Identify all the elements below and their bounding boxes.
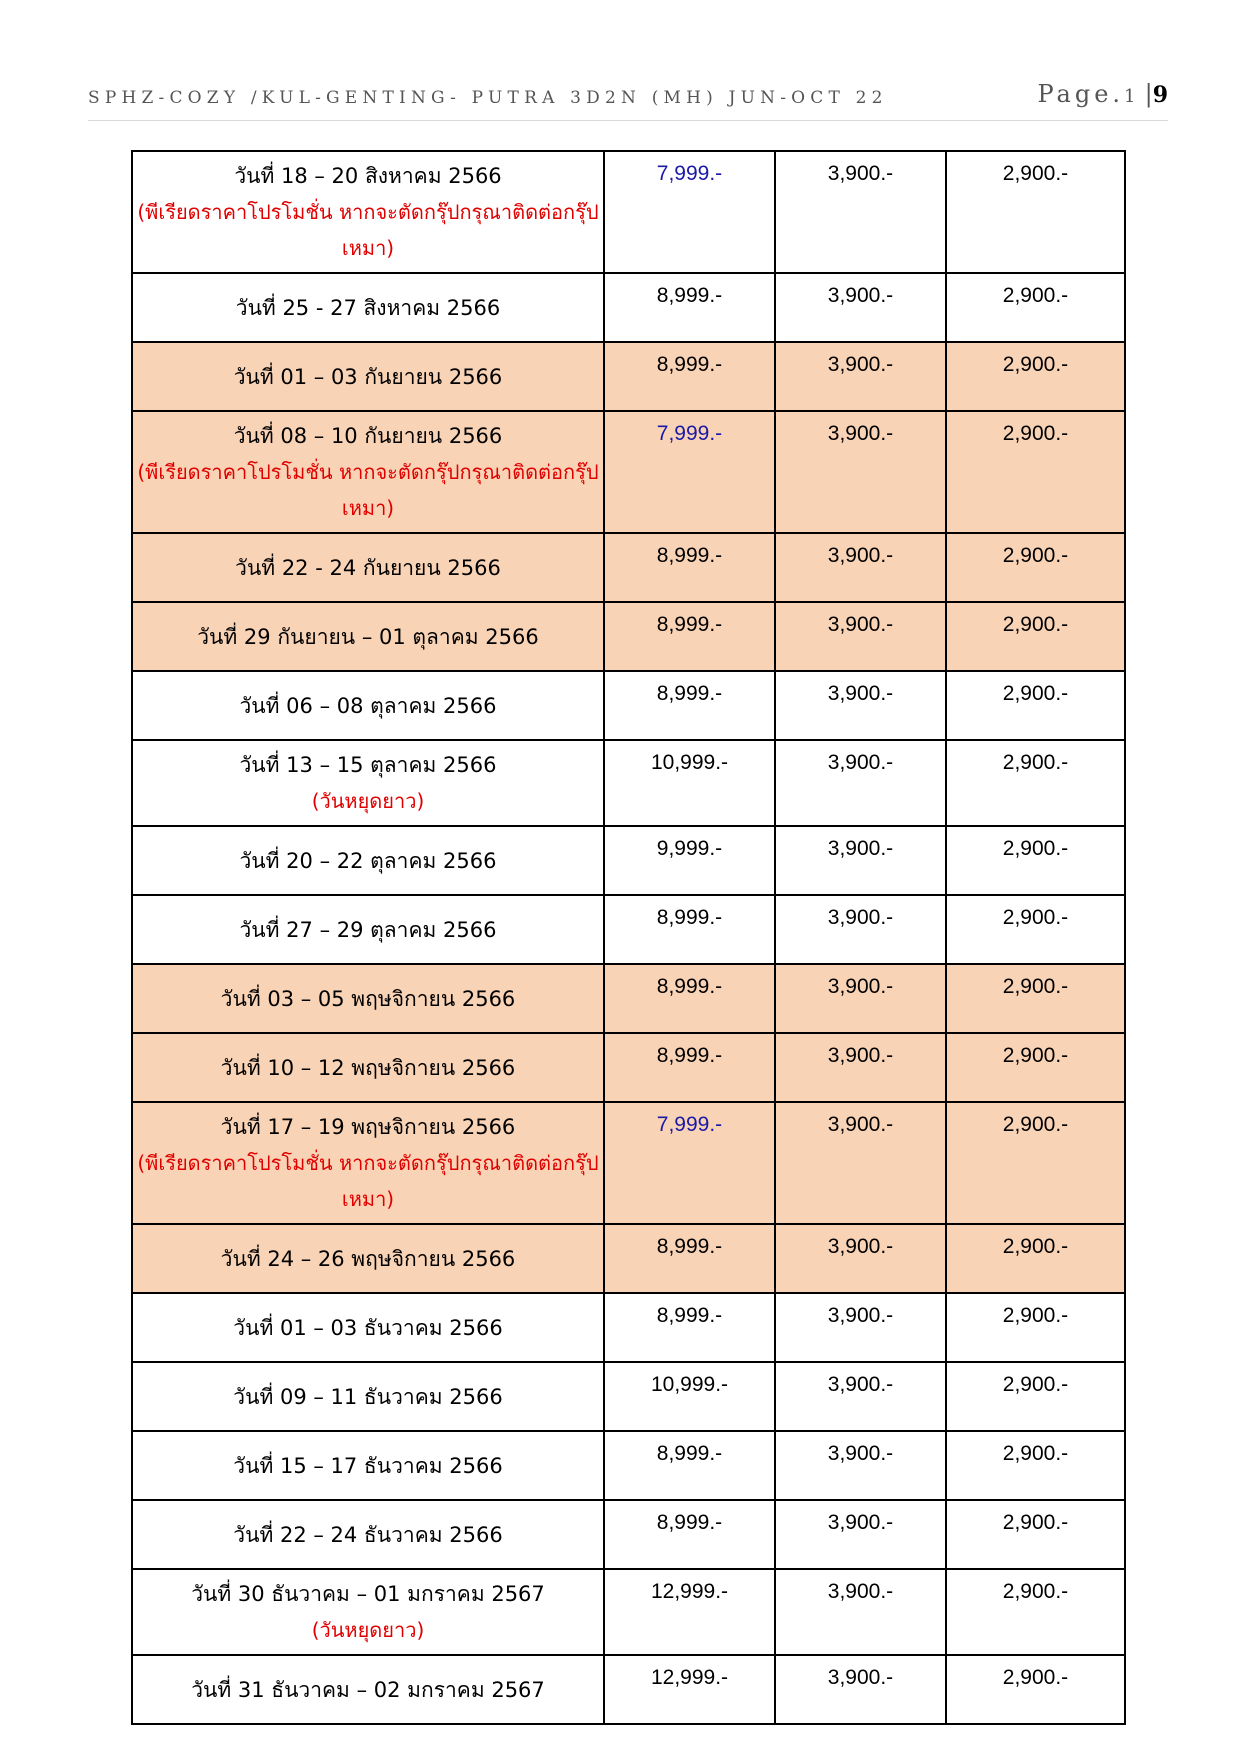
- date-cell: [132, 964, 604, 1033]
- single-supplement: 3,900.-: [827, 1044, 894, 1067]
- adult-price: 8,999.-: [656, 682, 723, 705]
- travel-date: วันที่ 17 – 19 พฤษจิกายน 2566: [220, 1115, 516, 1139]
- date-cell: [132, 1102, 604, 1224]
- single-supplement-cell: [775, 895, 946, 964]
- adult-price-cell: [604, 342, 775, 411]
- date-cell: [132, 273, 604, 342]
- date-note: (วันหยุดยาว): [311, 1618, 425, 1642]
- single-supplement-cell: [775, 1431, 946, 1500]
- single-supplement: 3,900.-: [827, 1373, 894, 1396]
- single-supplement-cell: [775, 1224, 946, 1293]
- child-price: 2,900.-: [1002, 284, 1069, 307]
- adult-price: 8,999.-: [656, 1442, 723, 1465]
- adult-price-cell: [604, 1431, 775, 1500]
- single-supplement: 3,900.-: [827, 837, 894, 860]
- table-row: [132, 740, 1125, 826]
- table-row: [132, 895, 1125, 964]
- table-row: [132, 151, 1125, 273]
- travel-date: วันที่ 10 – 12 พฤษจิกายน 2566: [220, 1055, 516, 1080]
- table-row: [132, 1500, 1125, 1569]
- document-title: SPHZ-COZY /KUL-GENTING- PUTRA 3D2N (MH) JUN-OCT 22: [88, 88, 888, 108]
- travel-date: วันที่ 31 ธันวาคม – 02 มกราคม 2567: [191, 1677, 545, 1702]
- single-supplement-cell: [775, 151, 946, 273]
- adult-price-cell: [604, 671, 775, 740]
- single-supplement-cell: [775, 740, 946, 826]
- adult-price-cell: [604, 1293, 775, 1362]
- table-row: [132, 342, 1125, 411]
- single-supplement: 3,900.-: [827, 1442, 894, 1465]
- travel-date: วันที่ 15 – 17 ธันวาคม 2566: [233, 1453, 503, 1478]
- child-price: 2,900.-: [1002, 353, 1069, 376]
- table-row: [132, 533, 1125, 602]
- adult-price: 7,999.-: [656, 1113, 723, 1136]
- adult-price: 8,999.-: [656, 284, 723, 307]
- adult-price-cell: [604, 1655, 775, 1724]
- page-total: 9: [1152, 82, 1168, 108]
- single-supplement: 3,900.-: [827, 1113, 894, 1136]
- table-row: [132, 1102, 1125, 1224]
- date-note: (พีเรียดราคาโปรโมชั่น หากจะตัดกรุ๊ปกรุณาติดต่อกรุ๊ปเหมา): [137, 1151, 599, 1211]
- table-row: [132, 411, 1125, 533]
- single-supplement-cell: [775, 1293, 946, 1362]
- child-price-cell: [946, 273, 1125, 342]
- table-row: [132, 1293, 1125, 1362]
- adult-price: 7,999.-: [656, 422, 723, 445]
- child-price-cell: [946, 1033, 1125, 1102]
- travel-date: วันที่ 29 กันยายน – 01 ตุลาคม 2566: [197, 624, 539, 649]
- adult-price-cell: [604, 533, 775, 602]
- date-cell: [132, 342, 604, 411]
- single-supplement-cell: [775, 1655, 946, 1724]
- single-supplement: 3,900.-: [827, 613, 894, 636]
- adult-price: 9,999.-: [656, 837, 723, 860]
- adult-price-cell: [604, 1102, 775, 1224]
- travel-date: วันที่ 01 – 03 กันยายน 2566: [233, 364, 503, 389]
- single-supplement-cell: [775, 826, 946, 895]
- single-supplement: 3,900.-: [827, 682, 894, 705]
- single-supplement: 3,900.-: [827, 353, 894, 376]
- page-number: [1037, 80, 1168, 108]
- travel-date: วันที่ 22 - 24 กันยายน 2566: [235, 555, 501, 580]
- travel-date: วันที่ 09 – 11 ธันวาคม 2566: [233, 1384, 503, 1409]
- child-price: 2,900.-: [1002, 1373, 1069, 1396]
- single-supplement-cell: [775, 1033, 946, 1102]
- table-row: [132, 1224, 1125, 1293]
- single-supplement-cell: [775, 602, 946, 671]
- adult-price: 12,999.-: [650, 1666, 729, 1689]
- child-price: 2,900.-: [1002, 544, 1069, 567]
- single-supplement-cell: [775, 1569, 946, 1655]
- adult-price-cell: [604, 151, 775, 273]
- price-table: [131, 150, 1126, 1725]
- single-supplement-cell: [775, 1362, 946, 1431]
- single-supplement: 3,900.-: [827, 1235, 894, 1258]
- child-price: 2,900.-: [1002, 1304, 1069, 1327]
- single-supplement-cell: [775, 1500, 946, 1569]
- child-price-cell: [946, 1362, 1125, 1431]
- adult-price-cell: [604, 602, 775, 671]
- date-cell: [132, 895, 604, 964]
- table-row: [132, 1431, 1125, 1500]
- adult-price: 10,999.-: [650, 1373, 729, 1396]
- adult-price: 8,999.-: [656, 613, 723, 636]
- child-price: 2,900.-: [1002, 1442, 1069, 1465]
- child-price: 2,900.-: [1002, 837, 1069, 860]
- child-price-cell: [946, 1293, 1125, 1362]
- single-supplement: 3,900.-: [827, 284, 894, 307]
- adult-price: 10,999.-: [650, 751, 729, 774]
- table-row: [132, 1569, 1125, 1655]
- child-price-cell: [946, 895, 1125, 964]
- adult-price: 8,999.-: [656, 544, 723, 567]
- child-price-cell: [946, 740, 1125, 826]
- adult-price-cell: [604, 964, 775, 1033]
- single-supplement-cell: [775, 411, 946, 533]
- single-supplement: 3,900.-: [827, 544, 894, 567]
- single-supplement-cell: [775, 273, 946, 342]
- single-supplement: 3,900.-: [827, 1304, 894, 1327]
- travel-date: วันที่ 03 – 05 พฤษจิกายน 2566: [220, 986, 516, 1011]
- child-price-cell: [946, 1655, 1125, 1724]
- adult-price-cell: [604, 411, 775, 533]
- adult-price-cell: [604, 1033, 775, 1102]
- travel-date: วันที่ 22 – 24 ธันวาคม 2566: [233, 1522, 503, 1547]
- travel-date: วันที่ 20 – 22 ตุลาคม 2566: [239, 848, 497, 873]
- adult-price: 8,999.-: [656, 906, 723, 929]
- date-cell: [132, 1362, 604, 1431]
- page-separator: |: [1144, 80, 1153, 108]
- child-price: 2,900.-: [1002, 1666, 1069, 1689]
- table-row: [132, 273, 1125, 342]
- child-price-cell: [946, 964, 1125, 1033]
- date-cell: [132, 1655, 604, 1724]
- adult-price: 7,999.-: [656, 162, 723, 185]
- travel-date: วันที่ 27 – 29 ตุลาคม 2566: [239, 917, 497, 942]
- travel-date: วันที่ 25 - 27 สิงหาคม 2566: [235, 295, 501, 320]
- adult-price: 8,999.-: [656, 1304, 723, 1327]
- page-word: Page.: [1037, 80, 1125, 108]
- child-price-cell: [946, 151, 1125, 273]
- date-note: (วันหยุดยาว): [311, 789, 425, 813]
- child-price: 2,900.-: [1002, 751, 1069, 774]
- adult-price-cell: [604, 1500, 775, 1569]
- child-price: 2,900.-: [1002, 162, 1069, 185]
- date-cell: [132, 826, 604, 895]
- travel-date: วันที่ 13 – 15 ตุลาคม 2566: [239, 753, 497, 777]
- child-price-cell: [946, 1569, 1125, 1655]
- child-price-cell: [946, 826, 1125, 895]
- table-row: [132, 1655, 1125, 1724]
- date-cell: [132, 411, 604, 533]
- adult-price-cell: [604, 273, 775, 342]
- child-price-cell: [946, 671, 1125, 740]
- adult-price-cell: [604, 895, 775, 964]
- table-row: [132, 1362, 1125, 1431]
- table-row: [132, 826, 1125, 895]
- single-supplement: 3,900.-: [827, 975, 894, 998]
- date-note: (พีเรียดราคาโปรโมชั่น หากจะตัดกรุ๊ปกรุณาติดต่อกรุ๊ปเหมา): [137, 460, 599, 520]
- child-price-cell: [946, 533, 1125, 602]
- page-current: 1: [1124, 86, 1140, 107]
- date-cell: [132, 671, 604, 740]
- travel-date: วันที่ 08 – 10 กันยายน 2566: [233, 424, 503, 448]
- child-price-cell: [946, 1500, 1125, 1569]
- single-supplement-cell: [775, 342, 946, 411]
- travel-date: วันที่ 24 – 26 พฤษจิกายน 2566: [220, 1246, 516, 1271]
- child-price: 2,900.-: [1002, 1113, 1069, 1136]
- table-row: [132, 602, 1125, 671]
- child-price: 2,900.-: [1002, 1044, 1069, 1067]
- adult-price-cell: [604, 826, 775, 895]
- child-price: 2,900.-: [1002, 422, 1069, 445]
- adult-price: 12,999.-: [650, 1580, 729, 1603]
- adult-price-cell: [604, 1362, 775, 1431]
- date-cell: [132, 1224, 604, 1293]
- date-cell: [132, 1431, 604, 1500]
- adult-price: 8,999.-: [656, 1511, 723, 1534]
- child-price: 2,900.-: [1002, 682, 1069, 705]
- travel-date: วันที่ 18 – 20 สิงหาคม 2566: [234, 164, 502, 188]
- single-supplement: 3,900.-: [827, 1666, 894, 1689]
- date-cell: [132, 1033, 604, 1102]
- child-price-cell: [946, 602, 1125, 671]
- child-price: 2,900.-: [1002, 906, 1069, 929]
- adult-price: 8,999.-: [656, 1235, 723, 1258]
- single-supplement: 3,900.-: [827, 162, 894, 185]
- adult-price-cell: [604, 1569, 775, 1655]
- table-row: [132, 964, 1125, 1033]
- page-header: [88, 80, 1168, 121]
- travel-date: วันที่ 01 – 03 ธันวาคม 2566: [233, 1315, 503, 1340]
- adult-price: 8,999.-: [656, 353, 723, 376]
- child-price: 2,900.-: [1002, 613, 1069, 636]
- single-supplement-cell: [775, 671, 946, 740]
- adult-price: 8,999.-: [656, 1044, 723, 1067]
- adult-price-cell: [604, 740, 775, 826]
- table-row: [132, 671, 1125, 740]
- child-price: 2,900.-: [1002, 1580, 1069, 1603]
- table-row: [132, 1033, 1125, 1102]
- date-cell: [132, 1500, 604, 1569]
- single-supplement: 3,900.-: [827, 906, 894, 929]
- date-note: (พีเรียดราคาโปรโมชั่น หากจะตัดกรุ๊ปกรุณาติดต่อกรุ๊ปเหมา): [137, 200, 599, 260]
- single-supplement-cell: [775, 964, 946, 1033]
- child-price: 2,900.-: [1002, 975, 1069, 998]
- child-price-cell: [946, 342, 1125, 411]
- child-price: 2,900.-: [1002, 1511, 1069, 1534]
- single-supplement-cell: [775, 1102, 946, 1224]
- travel-date: วันที่ 30 ธันวาคม – 01 มกราคม 2567: [191, 1582, 545, 1606]
- child-price: 2,900.-: [1002, 1235, 1069, 1258]
- child-price-cell: [946, 1431, 1125, 1500]
- adult-price-cell: [604, 1224, 775, 1293]
- single-supplement-cell: [775, 533, 946, 602]
- single-supplement: 3,900.-: [827, 422, 894, 445]
- child-price-cell: [946, 1102, 1125, 1224]
- date-cell: [132, 1569, 604, 1655]
- date-cell: [132, 602, 604, 671]
- single-supplement: 3,900.-: [827, 1580, 894, 1603]
- child-price-cell: [946, 411, 1125, 533]
- single-supplement: 3,900.-: [827, 751, 894, 774]
- child-price-cell: [946, 1224, 1125, 1293]
- date-cell: [132, 740, 604, 826]
- single-supplement: 3,900.-: [827, 1511, 894, 1534]
- date-cell: [132, 1293, 604, 1362]
- adult-price: 8,999.-: [656, 975, 723, 998]
- date-cell: [132, 151, 604, 273]
- date-cell: [132, 533, 604, 602]
- travel-date: วันที่ 06 – 08 ตุลาคม 2566: [239, 693, 497, 718]
